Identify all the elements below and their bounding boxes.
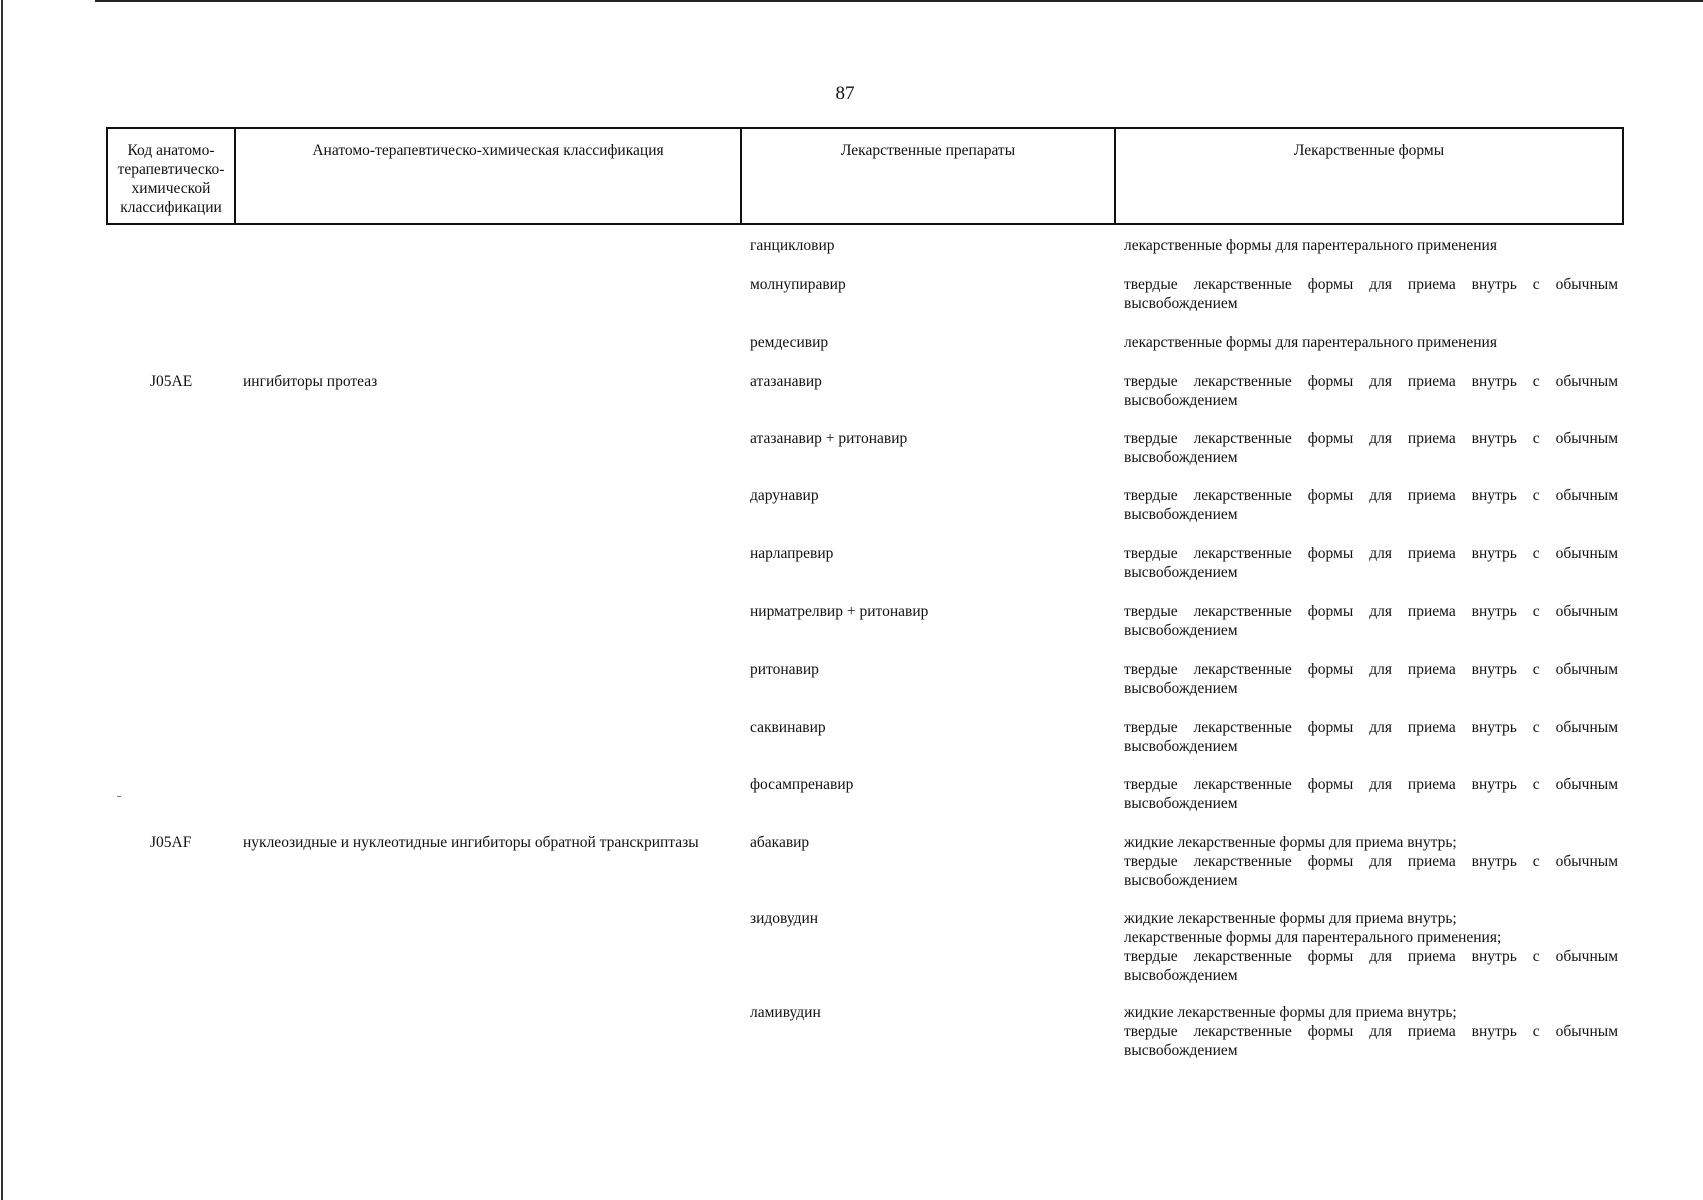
header-code-line: Код анатомо- [127, 142, 215, 159]
dosage-form-line: твердые лекарственные формы для приема внутрь с обычным [1124, 603, 1618, 620]
drug-name-cell: ритонавир [750, 661, 819, 678]
atc-code-cell: J05AE [150, 373, 193, 390]
dosage-form-line: лекарственные формы для парентерального применения [1124, 237, 1497, 254]
header-code-line: химической [131, 180, 211, 197]
drug-name-cell: атазанавир + ритонавир [750, 430, 908, 447]
atc-group-cell: нуклеозидные и нуклеотидные ингибиторы обратной транскриптазы [243, 834, 699, 851]
dosage-forms-cell [1124, 236, 1618, 255]
drug-name-cell: дарунавир [750, 487, 819, 504]
drug-name-cell: ремдесивир [750, 334, 829, 351]
dosage-form-line: высвобождением [1124, 506, 1238, 523]
dosage-form-line: высвобождением [1124, 449, 1238, 466]
dosage-form-line: твердые лекарственные формы для приема внутрь с обычным [1124, 776, 1618, 793]
dosage-forms-cell [1124, 275, 1618, 313]
drug-name-cell: фосампренавир [750, 776, 854, 793]
header-forms-cell: Лекарственные формы [1293, 142, 1445, 159]
dosage-forms-cell [1124, 909, 1618, 985]
dosage-forms-cell [1124, 372, 1618, 410]
dosage-form-line: твердые лекарственные формы для приема внутрь с обычным [1124, 430, 1618, 447]
drug-name-cell: ганцикловир [750, 237, 835, 254]
dosage-form-line: твердые лекарственные формы для приема внутрь с обычным [1124, 487, 1618, 504]
dosage-forms-cell [1124, 333, 1618, 352]
dosage-form-line: твердые лекарственные формы для приема внутрь с обычным [1124, 1023, 1618, 1040]
dosage-forms-cell [1124, 775, 1618, 813]
dosage-form-line: высвобождением [1124, 1042, 1238, 1059]
drug-name-cell: саквинавир [750, 719, 826, 736]
dosage-forms-cell [1124, 1003, 1618, 1060]
dosage-form-line: твердые лекарственные формы для приема внутрь с обычным [1124, 948, 1618, 965]
drug-name-cell: абакавир [750, 834, 810, 851]
dosage-form-line: жидкие лекарственные формы для приема внутрь; [1124, 834, 1457, 851]
page-number: 87 [835, 83, 855, 104]
dosage-form-line: твердые лекарственные формы для приема внутрь с обычным [1124, 661, 1618, 678]
drug-name-cell: молнупиравир [750, 276, 846, 293]
dosage-forms-cell [1124, 660, 1618, 698]
dosage-forms-cell [1124, 544, 1618, 582]
header-code-cell [108, 129, 236, 225]
scan-top-border [95, 0, 1703, 2]
dosage-form-line: твердые лекарственные формы для приема внутрь с обычным [1124, 853, 1618, 870]
header-atc-cell: Анатомо-терапевтическо-химическая классификация [236, 129, 742, 225]
dosage-forms-cell [1124, 429, 1618, 467]
drug-name-cell: зидовудин [750, 910, 819, 927]
scan-speck [117, 796, 121, 797]
dosage-form-line: высвобождением [1124, 622, 1238, 639]
dosage-form-line: твердые лекарственные формы для приема внутрь с обычным [1124, 719, 1618, 736]
dosage-form-line: высвобождением [1124, 967, 1238, 984]
dosage-form-line: высвобождением [1124, 564, 1238, 581]
table-header [106, 127, 1624, 225]
atc-code-cell: J05AF [150, 834, 192, 851]
dosage-form-line: твердые лекарственные формы для приема внутрь с обычным [1124, 276, 1618, 293]
header-code-line: классификации [120, 199, 222, 216]
dosage-form-line: твердые лекарственные формы для приема внутрь с обычным [1124, 545, 1618, 562]
drug-name-cell: атазанавир [750, 373, 822, 390]
dosage-form-line: лекарственные формы для парентерального применения [1124, 334, 1497, 351]
dosage-form-line: высвобождением [1124, 795, 1238, 812]
header-code-line: терапевтическо- [117, 161, 225, 178]
dosage-forms-cell [1124, 486, 1618, 524]
drug-name-cell: ламивудин [750, 1004, 821, 1021]
dosage-form-line: высвобождением [1124, 392, 1238, 409]
dosage-forms-cell [1124, 602, 1618, 640]
dosage-form-line: высвобождением [1124, 295, 1238, 312]
dosage-form-line: высвобождением [1124, 738, 1238, 755]
dosage-form-line: жидкие лекарственные формы для приема внутрь; [1124, 1004, 1457, 1021]
dosage-form-line: лекарственные формы для парентерального применения; [1124, 929, 1502, 946]
dosage-form-line: высвобождением [1124, 680, 1238, 697]
dosage-form-line: твердые лекарственные формы для приема внутрь с обычным [1124, 373, 1618, 390]
atc-group-cell: ингибиторы протеаз [243, 373, 378, 390]
dosage-forms-cell [1124, 718, 1618, 756]
drug-name-cell: нирматрелвир + ритонавир [750, 603, 929, 620]
dosage-forms-cell [1124, 833, 1618, 890]
scan-left-border [1, 0, 3, 1200]
header-drugs-cell: Лекарственные препараты [742, 129, 1116, 225]
dosage-form-line: высвобождением [1124, 872, 1238, 889]
drug-name-cell: нарлапревир [750, 545, 834, 562]
dosage-form-line: жидкие лекарственные формы для приема внутрь; [1124, 910, 1457, 927]
